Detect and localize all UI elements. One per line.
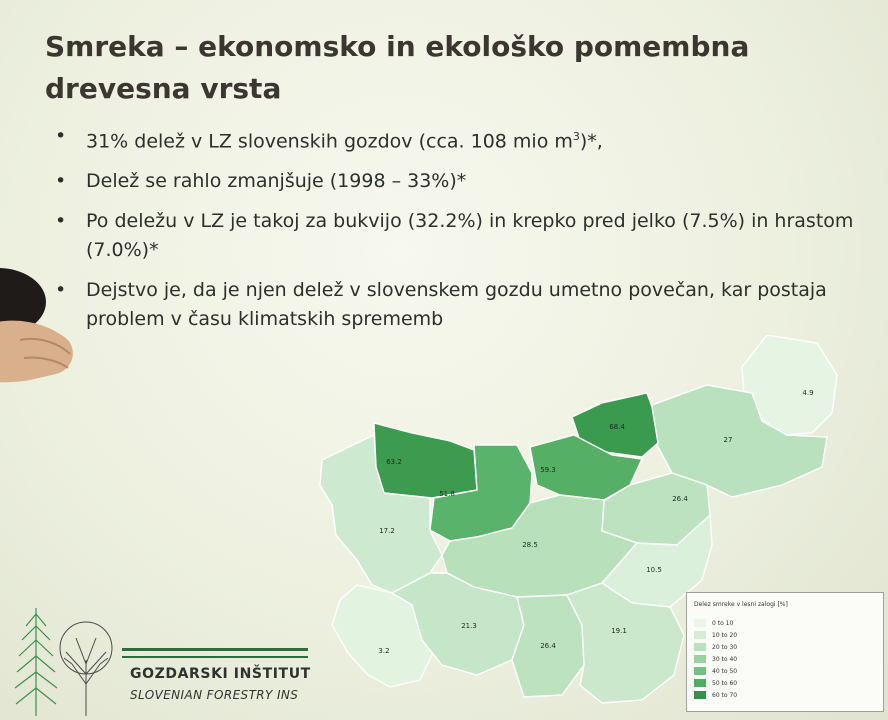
- institute-logo: [0, 604, 320, 720]
- region-label-SW: 3.2: [378, 647, 390, 655]
- region-label-SE: 10.5: [646, 566, 662, 574]
- presenter-hand: [0, 262, 85, 397]
- institute-name-english: SLOVENIAN FORESTRY INS: [130, 688, 299, 702]
- bullet-text: Dejstvo je, da je njen delež v slovenskem gozdu umetno povečan, kar postaja problem v času klimatskih sprememb: [86, 279, 827, 331]
- legend-label: 50 to 60: [712, 679, 738, 687]
- legend-label: 30 to 40: [712, 655, 738, 663]
- bullet-text: 31% delež v LZ slovenskih gozdov (cca. 108 mio m: [86, 130, 573, 153]
- region-label-E: 26.4: [672, 495, 688, 503]
- region-label-S1: 21.3: [461, 622, 477, 630]
- legend-label: 0 to 10: [712, 619, 734, 627]
- region-label-S3: 19.1: [611, 627, 627, 635]
- legend-swatch: [694, 655, 706, 663]
- legend-swatch: [694, 619, 706, 627]
- legend-swatch: [694, 631, 706, 639]
- legend-swatch: [694, 643, 706, 651]
- bullet-marker: •: [55, 170, 67, 193]
- region-label-C-N: 59.3: [540, 466, 556, 474]
- legend-swatch: [694, 691, 706, 699]
- bullet-item: [48, 207, 878, 265]
- region-label-FNE: 4.9: [802, 389, 814, 397]
- logo-rule-bottom: [122, 656, 308, 658]
- legend-item: [694, 655, 737, 663]
- bullet-marker: •: [55, 279, 67, 302]
- bullet-marker: •: [55, 210, 67, 233]
- bullet-text: Po deležu v LZ je takoj za bukvijo (32.2%) in krepko pred jelko (7.5%) in hrastom (7.0%)*: [86, 210, 854, 262]
- legend-item: [694, 631, 737, 639]
- bullet-text-end: )*,: [579, 130, 603, 153]
- title-line-1: Smreka – ekonomsko in ekološko pomembna: [45, 30, 750, 63]
- region-label-NW: 63.2: [386, 458, 402, 466]
- bullet-marker: •: [55, 125, 67, 147]
- region-label-NE: 27: [723, 436, 733, 444]
- superscript: 3: [572, 130, 580, 143]
- legend-label: 10 to 20: [712, 631, 738, 639]
- legend-item: [694, 619, 733, 627]
- legend-swatch: [694, 667, 706, 675]
- region-label-N: 51.8: [439, 490, 455, 498]
- logo-rule-top: [122, 648, 308, 651]
- bullet-item: [48, 276, 878, 334]
- legend-label: 20 to 30: [712, 643, 738, 651]
- region-label-NC: 68.4: [609, 423, 625, 431]
- legend-item: [694, 679, 737, 687]
- region-label-C: 28.5: [522, 541, 538, 549]
- region-label-S2: 26.4: [540, 642, 556, 650]
- legend-item: [694, 667, 737, 675]
- title-line-2: drevesna vrsta: [45, 72, 282, 105]
- map-legend: [686, 592, 884, 712]
- legend-title: Delez smreke v lesni zalogi [%]: [694, 601, 788, 608]
- legend-label: 60 to 70: [712, 691, 738, 699]
- institute-name: GOZDARSKI INŠTITUT: [130, 666, 311, 682]
- slide-title: [45, 26, 845, 110]
- legend-label: 40 to 50: [712, 667, 738, 675]
- bullet-text: Delež se rahlo zmanjšuje (1998 – 33%)*: [86, 170, 467, 193]
- bullet-item: [48, 122, 878, 156]
- legend-swatch: [694, 679, 706, 687]
- tree-logo-icon: [6, 604, 114, 720]
- region-label-W: 17.2: [379, 527, 395, 535]
- legend-item: [694, 691, 737, 699]
- bullet-list: [48, 122, 878, 345]
- bullet-item: [48, 167, 878, 196]
- legend-item: [694, 643, 737, 651]
